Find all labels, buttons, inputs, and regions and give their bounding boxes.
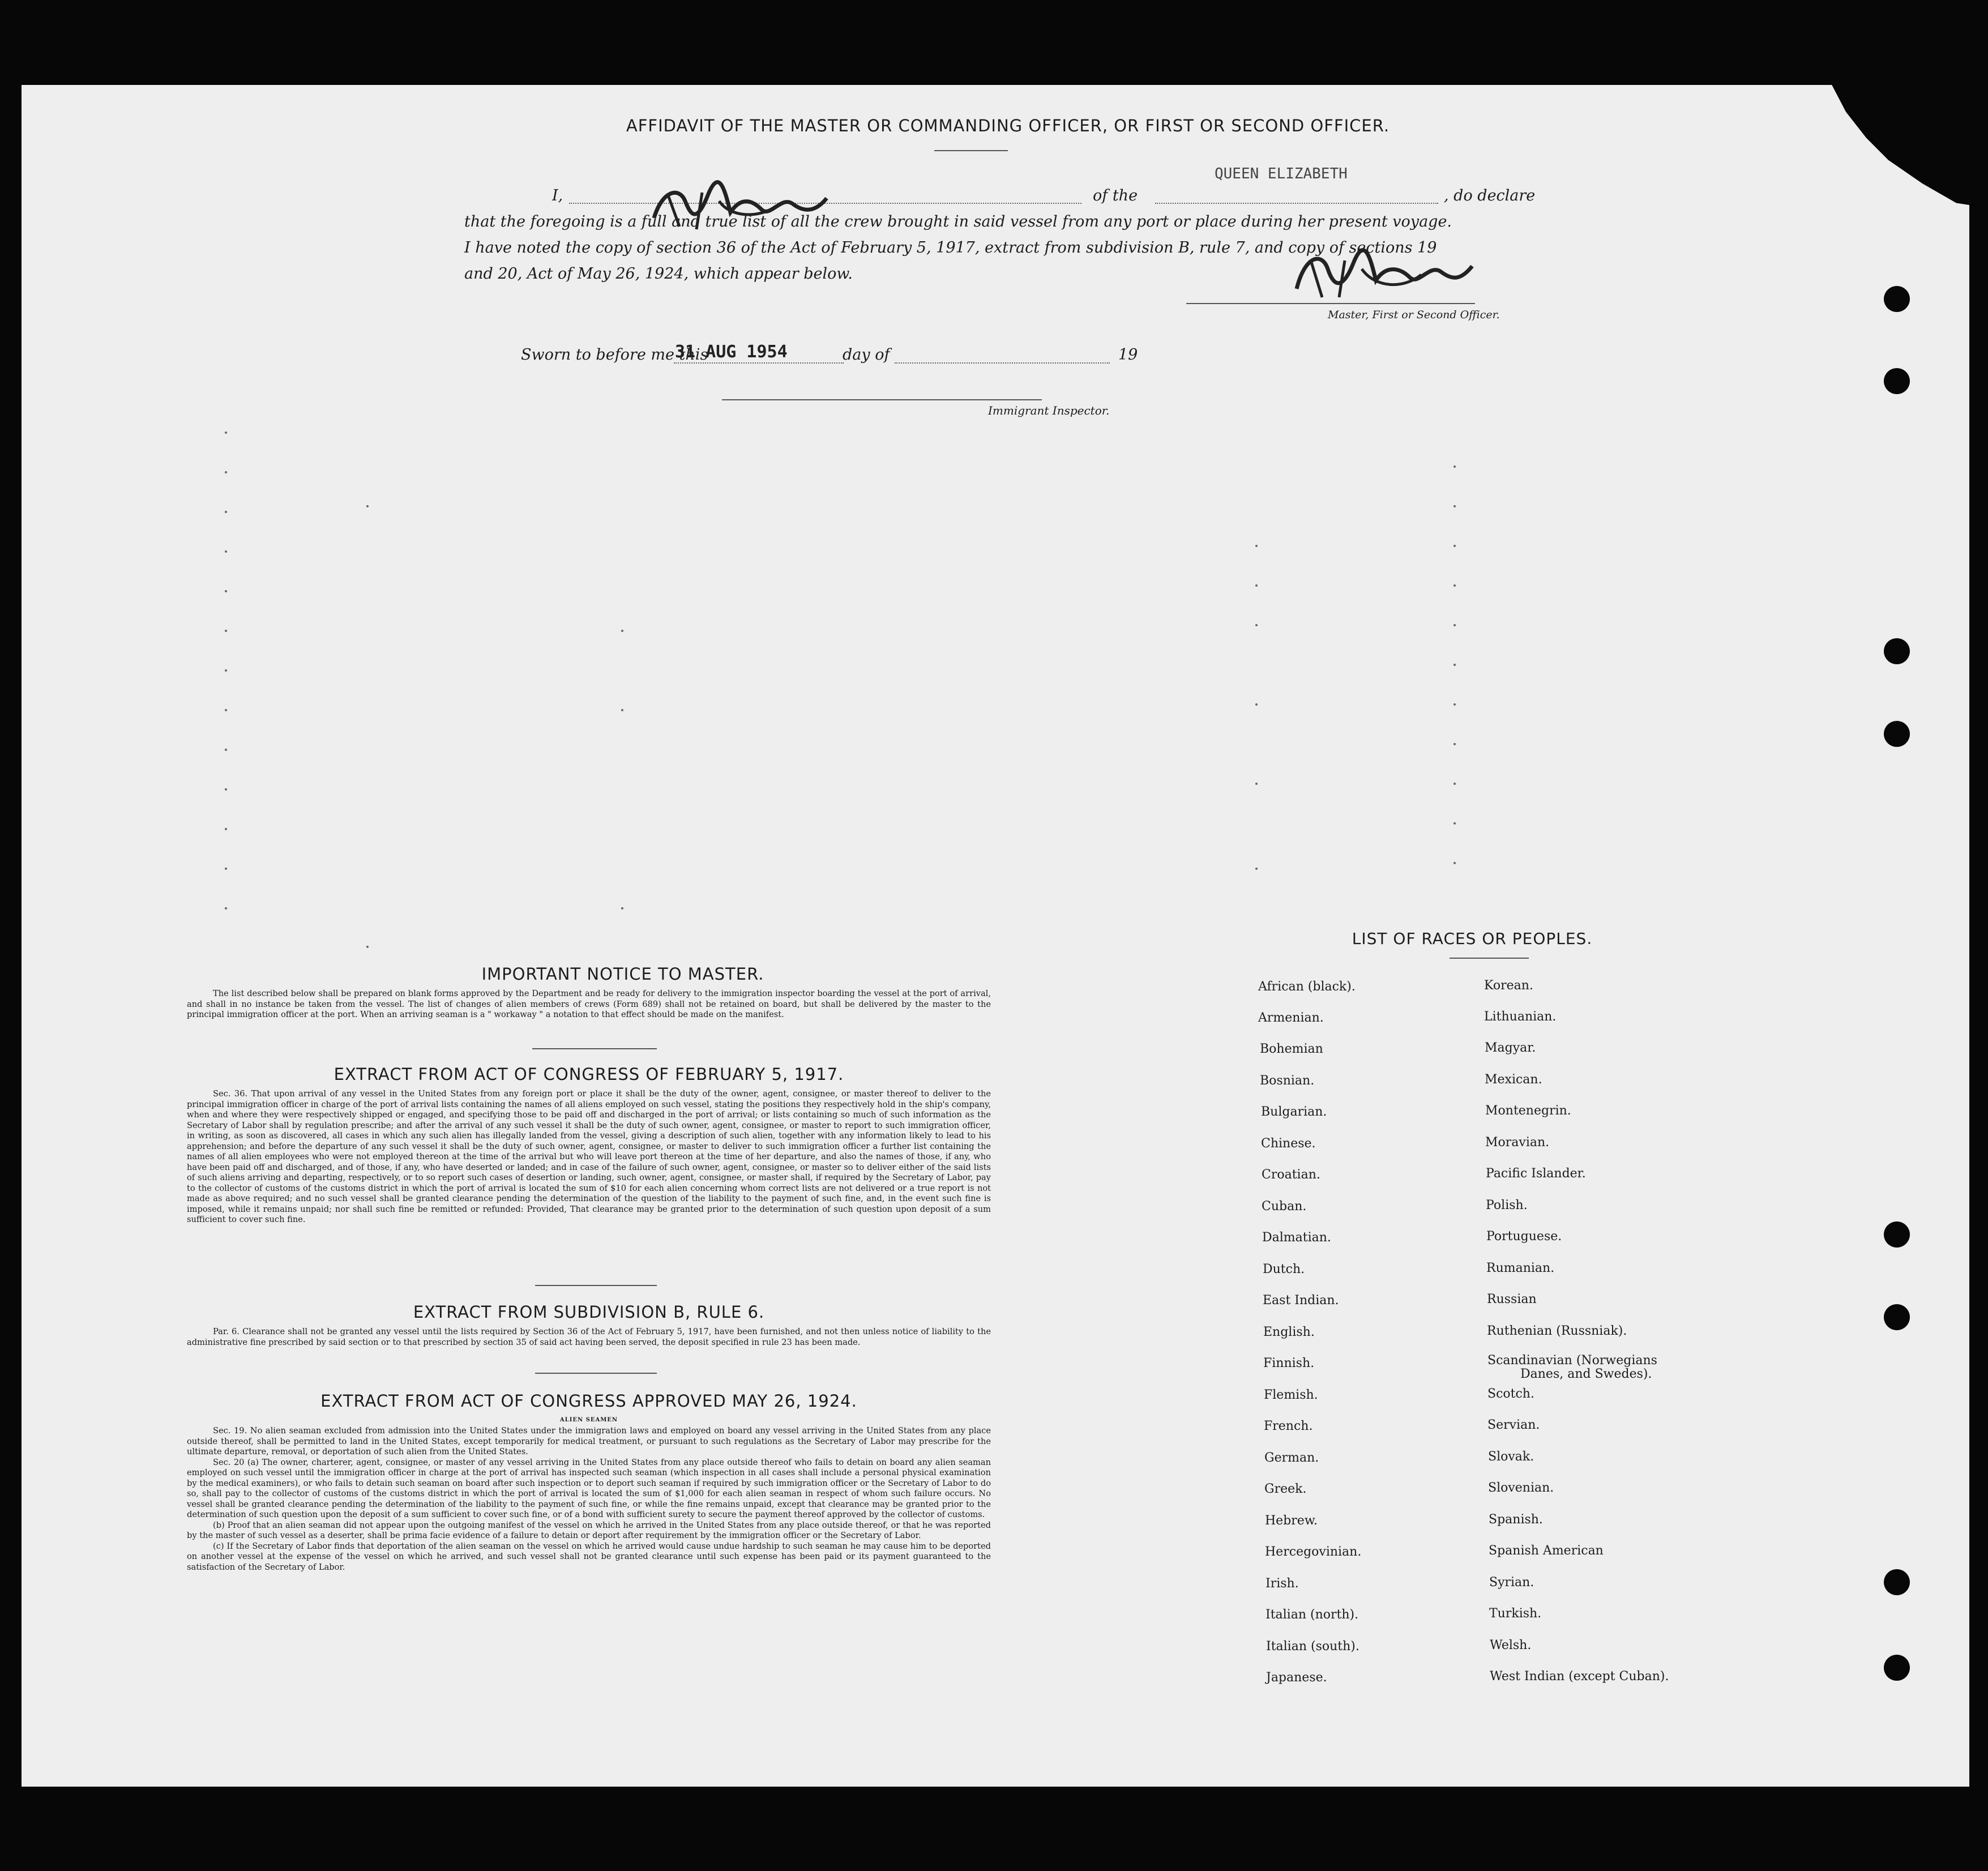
sec-20b-paragraph: (b) Proof that an alien seaman did not appear upon the outgoing manifest of the vessel on which he arrived in the United States from any place outside thereof, or that he was reported by the master of such vessel as a deserter, shall be prima facie evidence of a failure to detain or deport after requirement by the immigration officer or the Secretary of Labor. [187, 1520, 991, 1540]
punch-hole [1884, 286, 1910, 312]
month-blank-line [895, 362, 1110, 364]
sworn-day-of: day of [843, 346, 890, 364]
race-item: Slovak. [1488, 1450, 1534, 1464]
sworn-prefix: Sworn to before me this [521, 346, 708, 364]
sec-36-paragraph: Sec. 36. That upon arrival of any vessel in the United States from any foreign port or place it shall be the duty of the owner, agent, consignee, or master thereof to deliver to the principal immigration officer in charge of the port of arrival lists containing the names of all aliens employed on such vessel, stating the positions they respectively hold in the ship's company, when and where they were respectively shipped or engaged, and specifying those to be paid off and discharged in the port of arrival; or lists containing so much of such information as the Secretary of Labor shall by regulation prescribe; and after the arrival of any such vessel it shall be the duty of such owner, agent, consignee, or master to report to such immigration officer, in writing, as soon as discovered, all cases in which any such alien has illegally landed from the vessel, giving a description of such alien, together with any information likely to lead to his apprehension; and before the departure of any such vessel it shall be the duty of such owner, agent, consignee, or master to deliver to such immigration officer a further list containing the names of all alien employees who were not employed thereon at the time of the arrival but who will leave port thereon at the time of her departure, and also the names of those, if any, who have been paid off and discharged, and of those, if any, who have deserted or landed; and in case of the failure of such owner, agent, consignee, or master so to deliver either of the said lists of such aliens arriving and departing, respectively, or to so report such cases of desertion or landing, such owner, agent, consignee, or master shall, if required by the Secretary of Labor, pay to the collector of customs of the customs district in which the port of arrival is located the sum of $10 for each alien concerning whom correct lists are not delivered or a true report is not made as above required; and no such vessel shall be granted clearance pending the determination of the question of the liability to the payment of such fine, and, in the event such fine is imposed, while it remains unpaid; nor shall such fine be remitted or refunded: Provided, That clearance may be granted prior to the determination of such question upon deposit of a sum sufficient to cover such fine. [187, 1089, 991, 1224]
race-item: Cuban. [1262, 1199, 1307, 1214]
affidavit-declare: , do declare [1444, 187, 1536, 204]
extract-1917-title: EXTRACT FROM ACT OF CONGRESS OF FEBRUARY 5, 1917. [334, 1065, 844, 1084]
race-item: Greek. [1264, 1482, 1307, 1496]
signature-line [1186, 303, 1475, 304]
sec-20a-paragraph: Sec. 20 (a) The owner, charterer, agent, consignee, or master of any vessel arriving in the United States from any place outside thereof who fails to detain on board any alien seaman employed on such vessel until the immigration officer in charge at the port of arrival has inspected such seaman (which inspection in all cases shall include a personal physical examination by the medical examiners), or who fails to detain such seaman on board after such inspection or to deport such seaman if required by such immigration officer or the Secretary of Labor to do so, shall pay to the collector of customs of the customs district in which the port of arrival is located the sum of $1,000 for each alien seaman in respect of whom such failure occurs. No vessel shall be granted clearance pending the determination of the liability to the payment of such fine, or while the fine remains unpaid, except that clearance may be granted prior to the determination of such question upon the deposit of a sum sufficient to cover such fine, or of a bond with sufficient surety to secure the payment thereof approved by the collector of customs. [187, 1457, 991, 1519]
divider [934, 150, 1008, 151]
race-item: Rumanian. [1486, 1261, 1555, 1275]
race-item: Russian [1487, 1292, 1537, 1306]
subdivision-title: EXTRACT FROM SUBDIVISION B, RULE 6. [413, 1302, 765, 1322]
race-item: Armenian. [1258, 1011, 1324, 1025]
race-item: Moravian. [1485, 1135, 1550, 1150]
race-item: Hebrew. [1265, 1514, 1318, 1528]
race-item: Finnish. [1263, 1356, 1315, 1370]
affidavit-line-4: and 20, Act of May 26, 1924, which appear below. [464, 265, 853, 283]
notice-title: IMPORTANT NOTICE TO MASTER. [481, 964, 764, 984]
race-item: Portuguese. [1486, 1229, 1562, 1244]
race-item: Dalmatian. [1262, 1231, 1331, 1245]
race-item: Japanese. [1266, 1671, 1327, 1685]
sec-20c-paragraph: (c) If the Secretary of Labor finds that deportation of the alien seaman on the vessel on which he arrived would cause undue hardship to such seaman he may cause him to be deported on another vessel at the expense of the vessel on which he arrived, and such vessel shall not be granted clearance until such expense has been paid or its payment guaranteed to the satisfaction of the Secretary of Labor. [187, 1541, 991, 1572]
sworn-year: 19 [1118, 346, 1138, 364]
inspector-caption: Immigrant Inspector. [988, 404, 1110, 417]
race-item: Pacific Islander. [1486, 1167, 1586, 1181]
race-item: Bosnian. [1260, 1074, 1315, 1088]
races-title: LIST OF RACES OR PEOPLES. [1352, 929, 1593, 948]
race-item: Scotch. [1487, 1387, 1534, 1401]
affidavit-line-3: I have noted the copy of section 36 of the Act of February 5, 1917, extract from subdivision B, rule 7, and copy of sections 19 [464, 239, 1437, 257]
sworn-date-stamp: 31 AUG 1954 [675, 342, 788, 362]
punch-hole [1884, 1221, 1910, 1248]
race-item: English. [1263, 1325, 1315, 1339]
extract-1917-body [187, 1089, 991, 1225]
date-blank-line [674, 362, 844, 364]
race-item: Italian (north). [1266, 1608, 1359, 1622]
affidavit-title: AFFIDAVIT OF THE MASTER OR COMMANDING OFFICER, OR FIRST OR SECOND OFFICER. [626, 116, 1390, 135]
divider [1450, 958, 1529, 959]
race-item: African (black). [1258, 980, 1356, 994]
race-item: Lithuanian. [1484, 1010, 1557, 1024]
race-item: East Indian. [1263, 1293, 1339, 1308]
race-item: Ruthenian (Russniak). [1487, 1324, 1627, 1338]
divider [532, 1048, 657, 1049]
race-item: Servian. [1487, 1418, 1540, 1432]
race-item: Polish. [1486, 1198, 1528, 1212]
signature-caption: Master, First or Second Officer. [1328, 309, 1500, 321]
race-item: West Indian (except Cuban). [1490, 1669, 1669, 1684]
master-signature-top [645, 178, 832, 235]
punch-hole [1884, 638, 1910, 664]
race-item: Hercegovinian. [1265, 1545, 1362, 1559]
punch-hole [1884, 1655, 1910, 1681]
race-item: Chinese. [1261, 1137, 1316, 1151]
divider [535, 1373, 657, 1374]
race-item: German. [1264, 1451, 1319, 1465]
race-item: Flemish. [1264, 1388, 1318, 1402]
race-item: Bulgarian. [1261, 1105, 1327, 1119]
punch-hole [1884, 721, 1910, 747]
race-item: Korean. [1484, 979, 1533, 993]
master-signature [1291, 244, 1478, 306]
race-item: Croatian. [1262, 1168, 1320, 1182]
race-item: Scandinavian (Norwegians [1487, 1353, 1657, 1368]
affidavit-line-1 [552, 182, 563, 209]
affidavit-of-the: of the [1093, 187, 1138, 204]
vessel-name-stamp: QUEEN ELIZABETH [1215, 165, 1348, 182]
punch-hole [1884, 1304, 1910, 1330]
race-item: Montenegrin. [1485, 1104, 1571, 1118]
race-item: Spanish American [1489, 1544, 1604, 1558]
extract-1924-body [187, 1426, 991, 1573]
race-item: Spanish. [1489, 1513, 1543, 1527]
inspector-line [722, 399, 1042, 400]
affidavit-line-2: that the foregoing is a full and true list of all the crew brought in said vessel from any port or place during her present voyage. [464, 213, 1452, 230]
affidavit-i: I, [552, 187, 563, 204]
notice-body [187, 989, 991, 1020]
sec-19-paragraph: Sec. 19. No alien seaman excluded from admission into the United States under the immigration laws and employed on board any vessel arriving in the United States from any place outside thereof, shall be permitted to land in the United States, except temporarily for medical treatment, or pursuant to such regulations as the Secretary of Labor may prescribe for the ultimate departure, removal, or deportation of such alien from the United States. [187, 1426, 991, 1456]
subdivision-body [187, 1327, 991, 1348]
race-item-continuation: Danes, and Swedes). [1520, 1367, 1652, 1381]
race-item: Slovenian. [1488, 1481, 1554, 1495]
race-item: Welsh. [1490, 1638, 1532, 1652]
extract-1924-title: EXTRACT FROM ACT OF CONGRESS APPROVED MAY 26, 1924. [320, 1391, 857, 1411]
race-item: Turkish. [1489, 1607, 1542, 1621]
race-item: Bohemian [1260, 1042, 1323, 1056]
race-item: Mexican. [1485, 1073, 1542, 1087]
race-item: Syrian. [1489, 1575, 1534, 1590]
race-item: Magyar. [1485, 1041, 1536, 1055]
divider [535, 1285, 657, 1286]
race-item: Irish. [1266, 1577, 1299, 1591]
punch-hole [1884, 1569, 1910, 1595]
alien-seamen-subtitle: ALIEN SEAMEN [559, 1417, 618, 1423]
race-item: French. [1264, 1419, 1313, 1433]
race-item: Dutch. [1263, 1262, 1305, 1276]
punch-hole [1884, 368, 1910, 394]
race-item: Italian (south). [1266, 1639, 1359, 1654]
notice-paragraph: The list described below shall be prepared on blank forms approved by the Department and be ready for delivery to the immigration inspector boarding the vessel at the port of arrival, and shall in no instance be taken from the vessel. The list of changes of alien members of crews (Form 689) shall not be retained on board, but shall be delivered by the master to the principal immigration officer at the port. When an arriving seaman is a " workaway " a notation to that effect should be made on the manifest. [187, 989, 991, 1019]
vessel-blank-line [1155, 203, 1438, 204]
par-6-paragraph: Par. 6. Clearance shall not be granted any vessel until the lists required by Section 36 of the Act of February 5, 1917, have been furnished, and not then unless notice of liability to the administrative fine prescribed by said section or to that prescribed by section 35 of said act having been served, the deposit specified in rule 23 has been made. [187, 1327, 991, 1347]
